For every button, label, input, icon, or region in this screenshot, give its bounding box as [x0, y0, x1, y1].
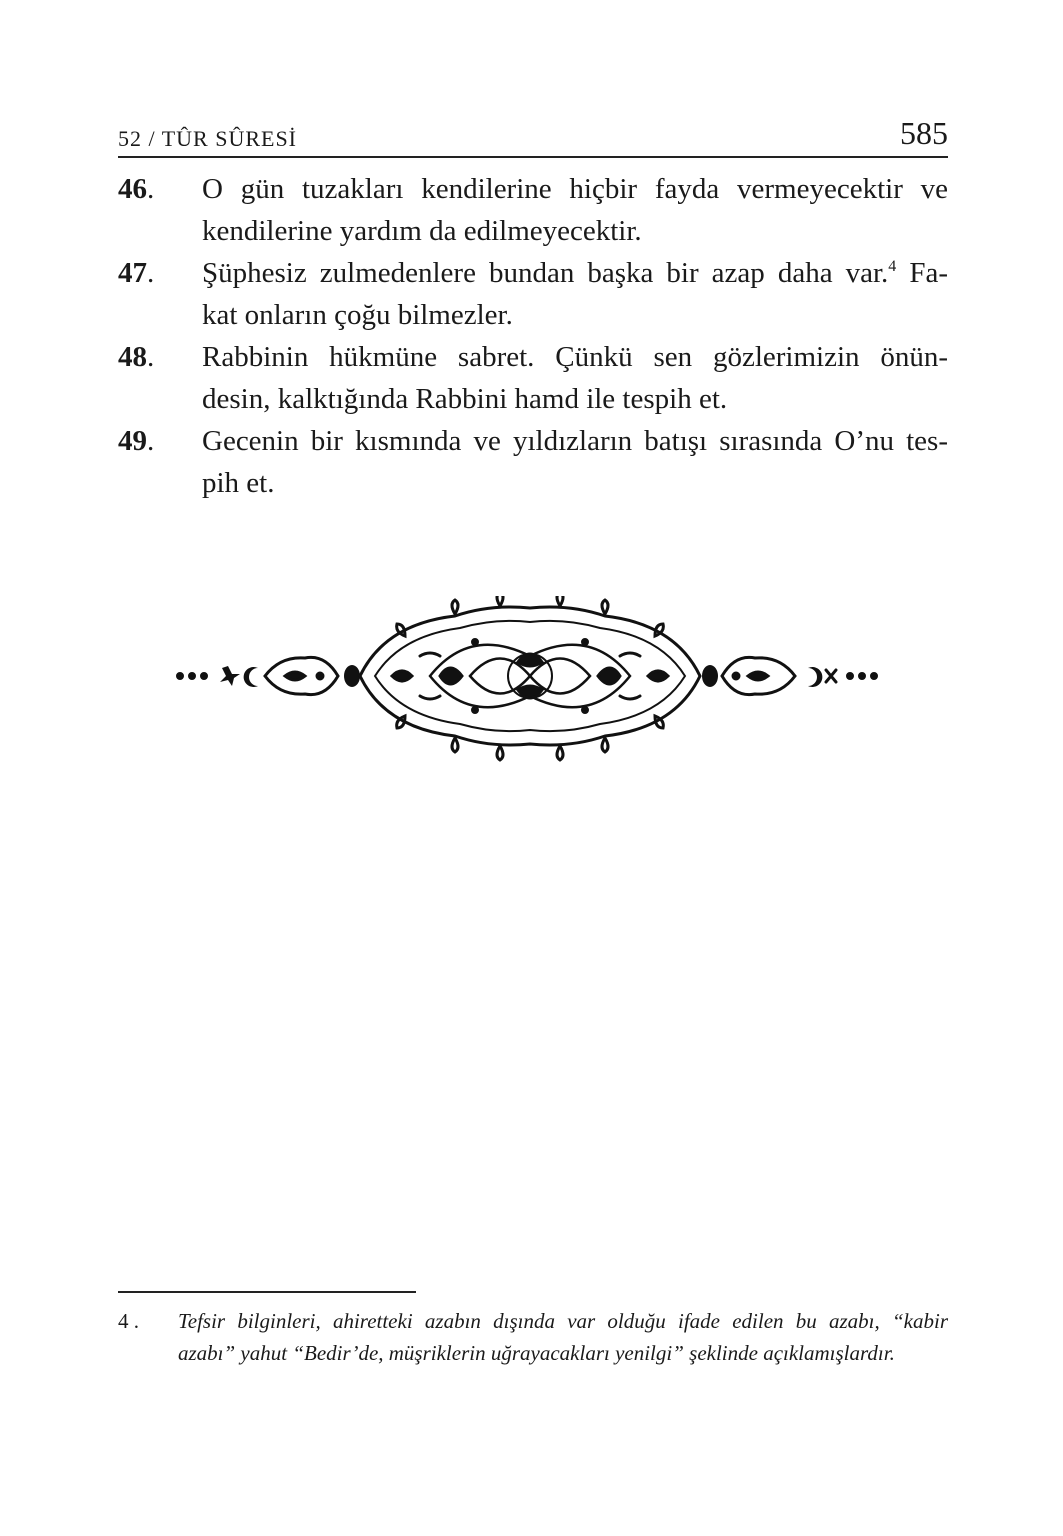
verse-line: Şüphesiz zulmedenlere bundan başka bir azap daha var.$^4$ Fa-: [202, 257, 948, 289]
verse-47: [118, 252, 948, 336]
verse-list: [118, 168, 948, 504]
ornament-divider: [170, 596, 890, 786]
verse-number: 47.: [118, 257, 155, 289]
verse-line: Rabbinin hükmüne sabret. Çünkü sen gözlerimizin önün-: [202, 341, 948, 373]
footnote-line: Tefsir bilginleri, ahiretteki azabın dışında var olduğu ifade edilen bu azabı, “kabir: [178, 1309, 948, 1333]
verse-line: kat onların çoğu bilmezler.: [202, 299, 513, 331]
verse-line: pih et.: [202, 467, 275, 499]
verse-number: 46.: [118, 173, 155, 205]
verse-line: O gün tuzakları kendilerine hiçbir fayda vermeyecektir ve: [202, 173, 948, 205]
verse-48: [118, 336, 948, 420]
verse-line: desin, kalktığında Rabbini hamd ile tespih et.: [202, 383, 728, 415]
section-title: 52 / TÛR SÛRESİ: [118, 126, 298, 151]
footnote-separator: [118, 1291, 416, 1293]
page-number: 585: [900, 115, 948, 151]
verse-number: 49.: [118, 425, 155, 457]
footnote-line: azabı” yahut “Bedir’de, müşriklerin uğrayacakları yenilgi” şeklinde açıklamışlardır.: [178, 1341, 895, 1365]
footnote-reference[interactable]: 4: [888, 258, 897, 275]
verse-line: Gecenin bir kısmında ve yıldızların batışı sırasında O’nu tes-: [202, 425, 948, 457]
verse-number: 48.: [118, 341, 155, 373]
footnote-number: 4 .: [118, 1309, 139, 1333]
footnote-4: [118, 1305, 948, 1369]
verse-46: [118, 168, 948, 252]
running-head: [118, 112, 948, 158]
verse-49: [118, 420, 948, 504]
footnote-text: [178, 1305, 948, 1369]
verse-line: kendilerine yardım da edilmeyecektir.: [202, 215, 642, 247]
